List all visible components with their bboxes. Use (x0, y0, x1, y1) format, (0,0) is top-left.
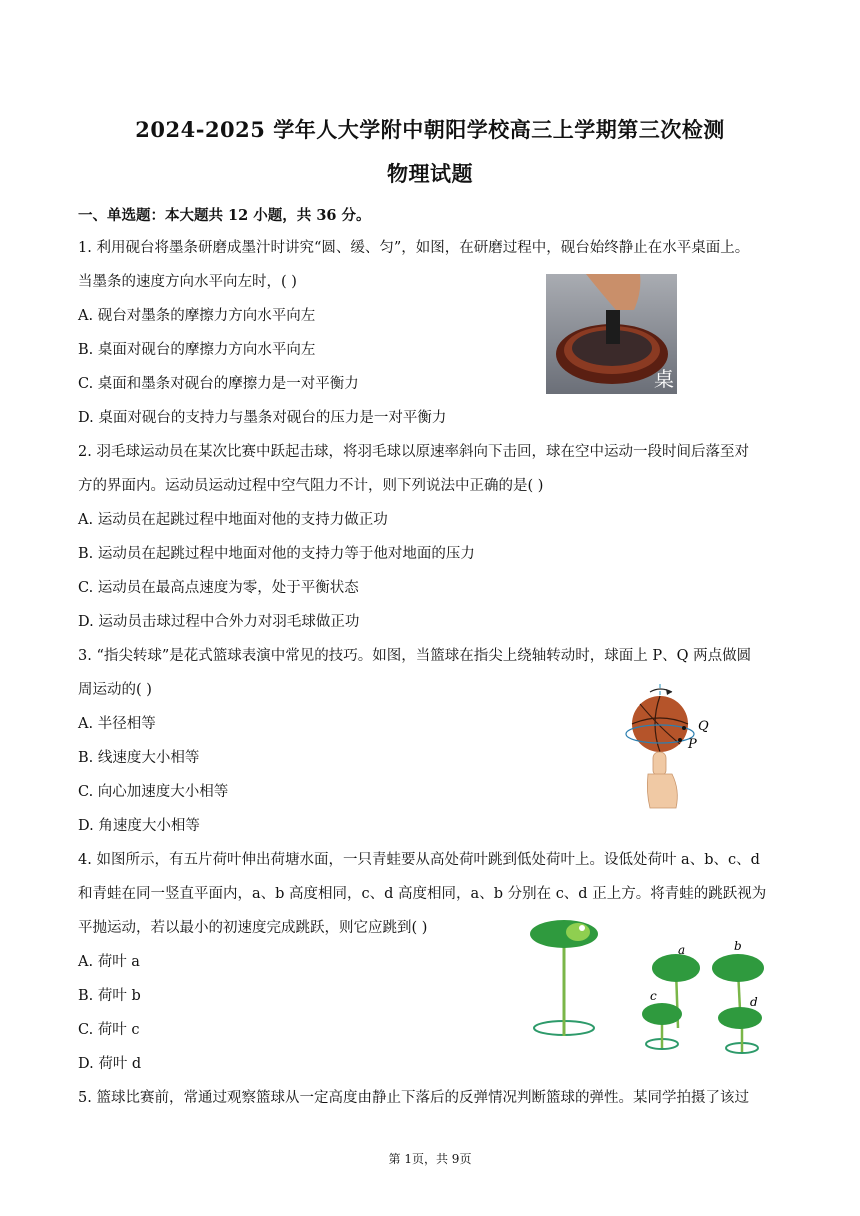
section-heading: 一、单选题：本大题共 12 小题，共 36 分。 (78, 207, 371, 224)
q1-option-b: B. 桌面对砚台的摩擦力方向水平向左 (78, 342, 316, 358)
exam-subtitle: 物理试题 (387, 161, 473, 186)
spinning-basketball-figure (620, 682, 720, 810)
q1-option-c: C. 桌面和墨条对砚台的摩擦力是一对平衡力 (78, 376, 359, 392)
q4-option-d: D. 荷叶 d (78, 1056, 142, 1072)
q1-stem-line2: 当墨条的速度方向水平向左时，( ) (78, 274, 297, 290)
q3-option-b: B. 线速度大小相等 (78, 750, 200, 766)
q4-stem-line3: 平抛运动，若以最小的初速度完成跳跃，则它应跳到( ) (78, 920, 428, 936)
leaf-b-label: b (734, 939, 742, 953)
q4-option-c: C. 荷叶 c (78, 1022, 140, 1038)
q1-stem-line1: 1. 利用砚台将墨条研磨成墨汁时讲究“圆、缓、匀”，如图，在研磨过程中，砚台始终静止在水平桌面上。 (78, 240, 750, 256)
q3-stem-line1: 3. “指尖转球”是花式篮球表演中常见的技巧。如图，当篮球在指尖上绕轴转动时，球面上 P、Q 两点做圆 (78, 648, 752, 664)
q3-option-a: A. 半径相等 (78, 716, 156, 732)
q3-stem-line2: 周运动的( ) (78, 682, 152, 698)
leaf-c-label: c (650, 989, 657, 1003)
q3-option-c: C. 向心加速度大小相等 (78, 784, 229, 800)
q2-option-a: A. 运动员在起跳过程中地面对他的支持力做正功 (78, 512, 388, 528)
q1-option-a: A. 砚台对墨条的摩擦力方向水平向左 (78, 308, 316, 324)
page-footer: 第 1页，共 9页 (388, 1152, 472, 1166)
q2-stem-line2: 方的界面内。运动员运动过程中空气阻力不计，则下列说法中正确的是( ) (78, 478, 544, 494)
leaf-d-label: d (750, 995, 758, 1009)
inkstone-label: 桌 (654, 367, 674, 391)
q4-stem-line1: 4. 如图所示，有五片荷叶伸出荷塘水面，一只青蛙要从高处荷叶跳到低处荷叶上。设低处荷叶 a、b、c、d (78, 852, 760, 868)
point-p-label: P (688, 737, 697, 752)
q4-option-a: A. 荷叶 a (78, 954, 140, 970)
lotus-frog-figure (524, 910, 774, 1060)
q4-option-b: B. 荷叶 b (78, 988, 141, 1004)
q2-option-c: C. 运动员在最高点速度为零，处于平衡状态 (78, 580, 359, 596)
leaf-a-label: a (678, 943, 686, 957)
q2-option-d: D. 运动员击球过程中合外力对羽毛球做正功 (78, 614, 360, 630)
q1-option-d: D. 桌面对砚台的支持力与墨条对砚台的压力是一对平衡力 (78, 410, 447, 426)
q2-stem-line1: 2. 羽毛球运动员在某次比赛中跃起击球，将羽毛球以原速率斜向下击回，球在空中运动一段时间后落至对 (78, 444, 749, 460)
exam-title: 2024-2025 学年人大学附中朝阳学校高三上学期第三次检测 (135, 117, 725, 142)
point-q-label: Q (698, 719, 709, 734)
q5-stem-line1: 5. 篮球比赛前，常通过观察篮球从一定高度由静止下落后的反弹情况判断篮球的弹性。某同学拍摄了该过 (78, 1090, 749, 1106)
q2-option-b: B. 运动员在起跳过程中地面对他的支持力等于他对地面的压力 (78, 546, 475, 562)
q3-option-d: D. 角速度大小相等 (78, 818, 200, 834)
inkstone-figure (546, 274, 677, 394)
q4-stem-line2: 和青蛙在同一竖直平面内，a、b 高度相同，c、d 高度相同，a、b 分别在 c、d 正上方。将青蛙的跳跃视为 (78, 886, 767, 902)
